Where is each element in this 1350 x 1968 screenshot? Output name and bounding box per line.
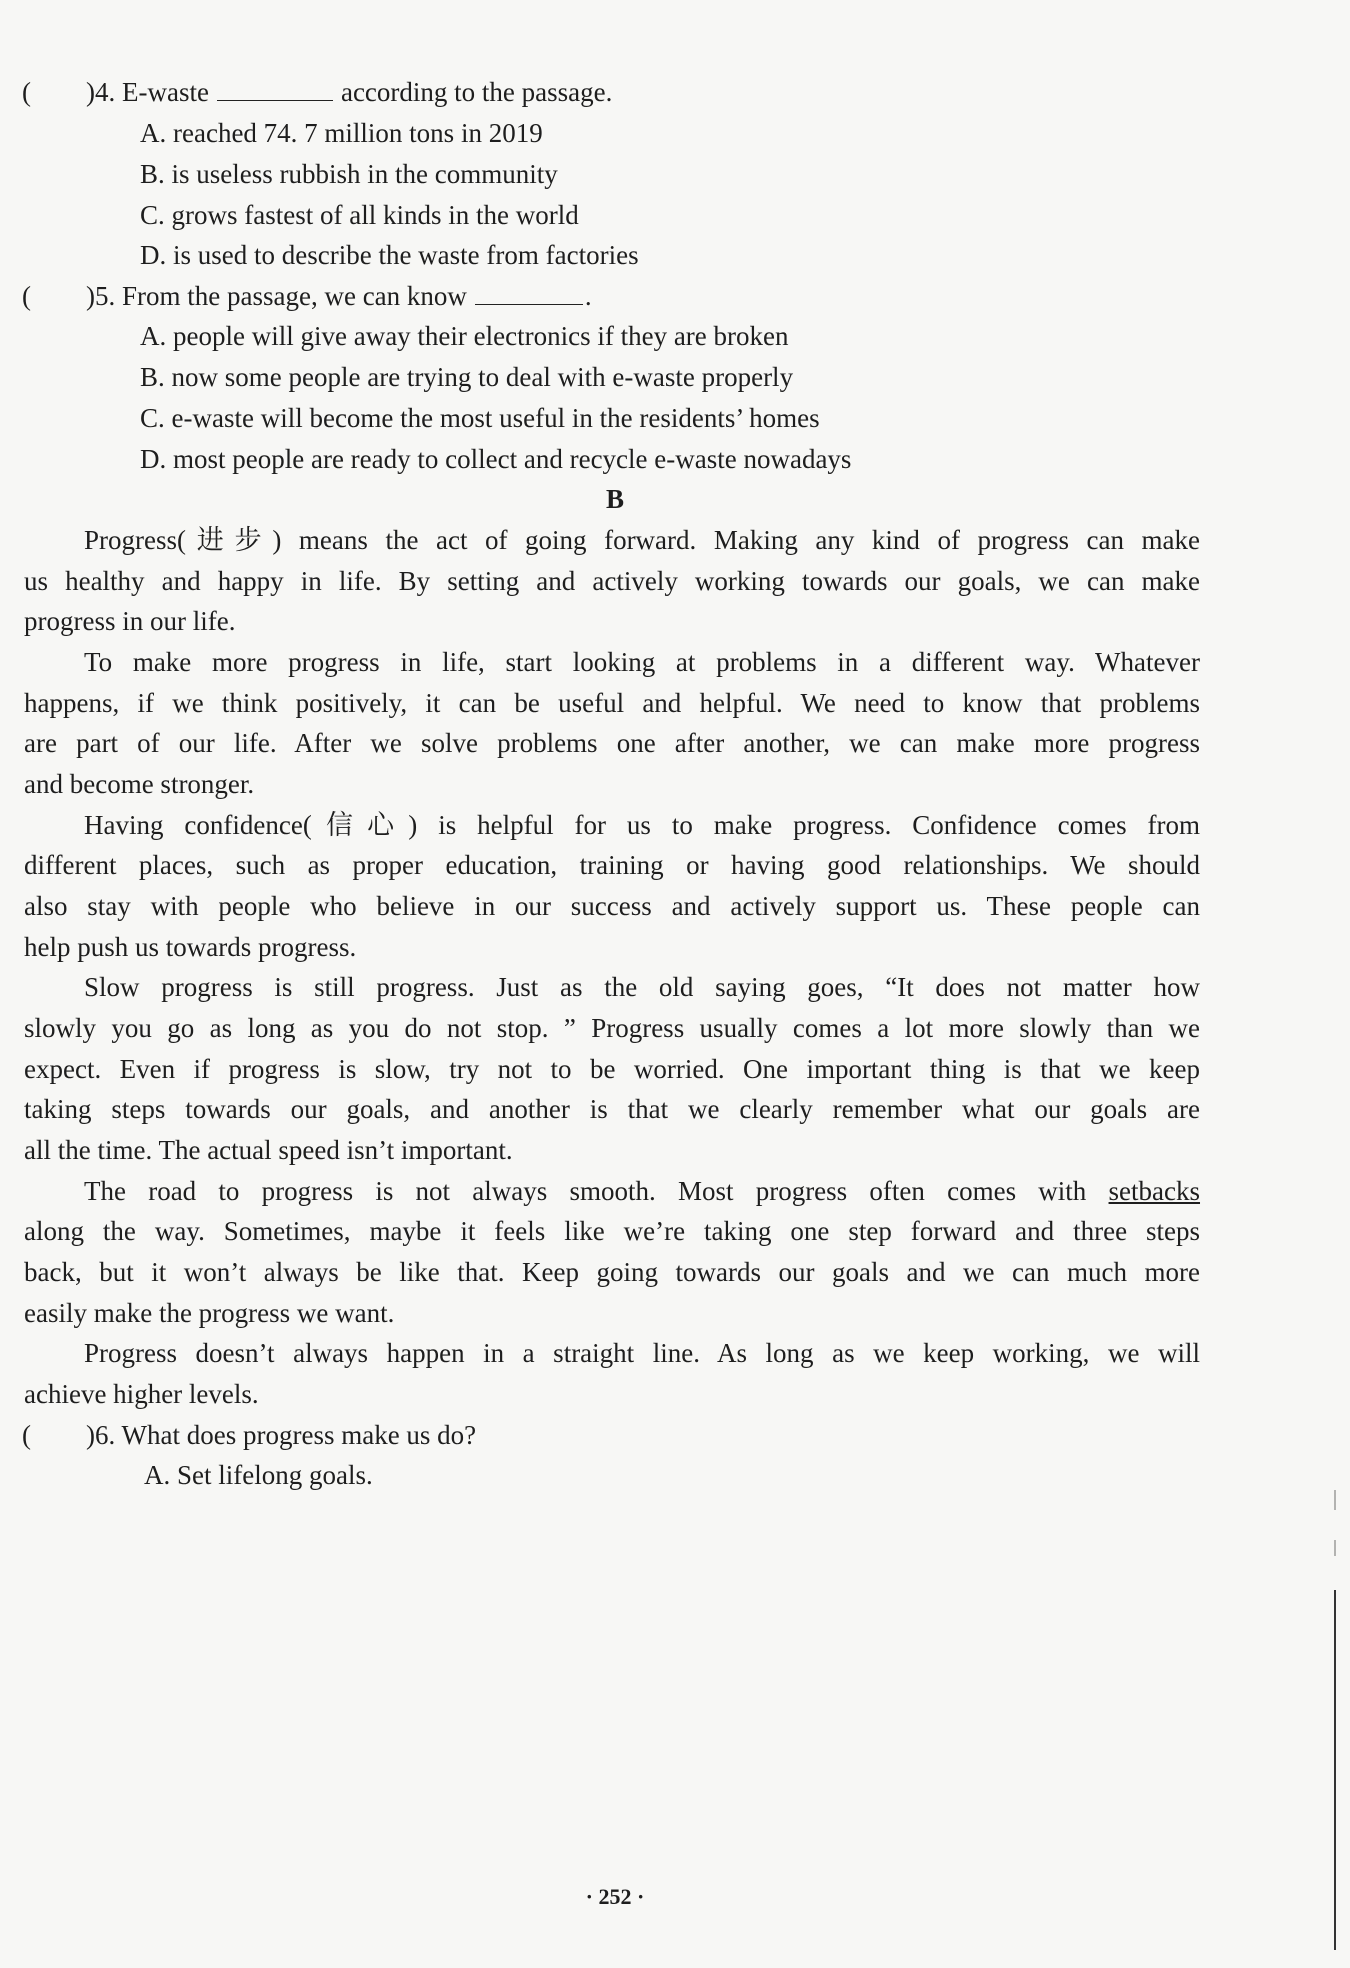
paragraph-5-text: The road to progress is not always smooth. Most progress often comes with	[84, 1176, 1087, 1206]
question-number: )6.	[86, 1420, 116, 1450]
answer-paren: (	[22, 281, 31, 311]
paragraph-5-line: along the way. Sometimes, maybe it feels like we’re taking one step forward and three steps	[24, 1216, 1200, 1246]
question-stem: What does progress make us do?	[121, 1420, 477, 1450]
paragraph-1-line: progress in our life.	[24, 606, 236, 636]
paragraph-3-line: Having confidence(信心) is helpful for us to make progress. Confidence comes from	[84, 810, 1200, 840]
paragraph-4-line: all the time. The actual speed isn’t important.	[24, 1135, 513, 1165]
option-4b: B. is useless rubbish in the community	[140, 159, 558, 189]
page-number: · 252 ·	[585, 1884, 645, 1909]
paragraph-3-line: also stay with people who believe in our success and actively support us. These people can	[24, 891, 1200, 921]
option-5d: D. most people are ready to collect and recycle e-waste nowadays	[140, 444, 852, 474]
paragraph-2-line: To make more progress in life, start looking at problems in a different way. Whatever	[84, 647, 1200, 677]
question-stem-end: .	[584, 281, 592, 311]
paragraph-1-line: Progress(进步) means the act of going forward. Making any kind of progress can make	[84, 525, 1200, 555]
question-number: )4.	[86, 77, 116, 107]
paragraph-5-line	[84, 1174, 1200, 1208]
question-6	[22, 1418, 476, 1452]
option-4c: C. grows fastest of all kinds in the world	[140, 200, 579, 230]
section-title: B	[605, 484, 624, 514]
question-number: )5.	[86, 281, 116, 311]
question-stem-start: E-waste	[122, 77, 209, 107]
option-6a: A. Set lifelong goals.	[144, 1460, 373, 1490]
paragraph-4-line: Slow progress is still progress. Just as the old saying goes, “It does not matter how	[84, 972, 1200, 1002]
paragraph-4-line: taking steps towards our goals, and another is that we clearly remember what our goals are	[24, 1094, 1200, 1124]
answer-paren: (	[22, 1420, 31, 1450]
question-stem-start: From the passage, we can know	[122, 281, 467, 311]
paragraph-3-line: different places, such as proper education, training or having good relationships. We should	[24, 850, 1200, 880]
option-4d: D. is used to describe the waste from factories	[140, 240, 639, 270]
binding-edge-mark	[1334, 1540, 1336, 1556]
question-5	[22, 279, 592, 313]
paragraph-2-line: and become stronger.	[24, 769, 255, 799]
answer-paren: (	[22, 77, 31, 107]
paragraph-4-line: expect. Even if progress is slow, try not to be worried. One important thing is that we keep	[24, 1054, 1200, 1084]
underlined-word: setbacks	[1108, 1176, 1201, 1206]
paragraph-6-line: achieve higher levels.	[24, 1379, 259, 1409]
binding-edge-mark	[1334, 1490, 1336, 1510]
paragraph-1-line: us healthy and happy in life. By setting and actively working towards our goals, we can make	[24, 566, 1200, 596]
option-5a: A. people will give away their electronics if they are broken	[140, 321, 789, 351]
paragraph-3-line: help push us towards progress.	[24, 932, 357, 962]
option-5c: C. e-waste will become the most useful in the residents’ homes	[140, 403, 820, 433]
question-4	[22, 75, 612, 109]
paragraph-6-line: Progress doesn’t always happen in a straight line. As long as we keep working, we will	[84, 1338, 1200, 1368]
paragraph-4-line: slowly you go as long as you do not stop. ” Progress usually comes a lot more slowly than we	[24, 1013, 1200, 1043]
paragraph-2-line: are part of our life. After we solve problems one after another, we can make more progress	[24, 728, 1200, 758]
answer-blank	[217, 78, 333, 101]
question-stem-end: according to the passage.	[340, 77, 613, 107]
answer-blank	[475, 282, 583, 305]
option-4a: A. reached 74. 7 million tons in 2019	[140, 118, 543, 148]
option-5b: B. now some people are trying to deal with e-waste properly	[140, 362, 794, 392]
paragraph-2-line: happens, if we think positively, it can be useful and helpful. We need to know that problems	[24, 688, 1200, 718]
binding-edge-line	[1334, 1590, 1336, 1950]
paragraph-5-line: easily make the progress we want.	[24, 1298, 395, 1328]
paragraph-5-line: back, but it won’t always be like that. Keep going towards our goals and we can much more	[24, 1257, 1200, 1287]
